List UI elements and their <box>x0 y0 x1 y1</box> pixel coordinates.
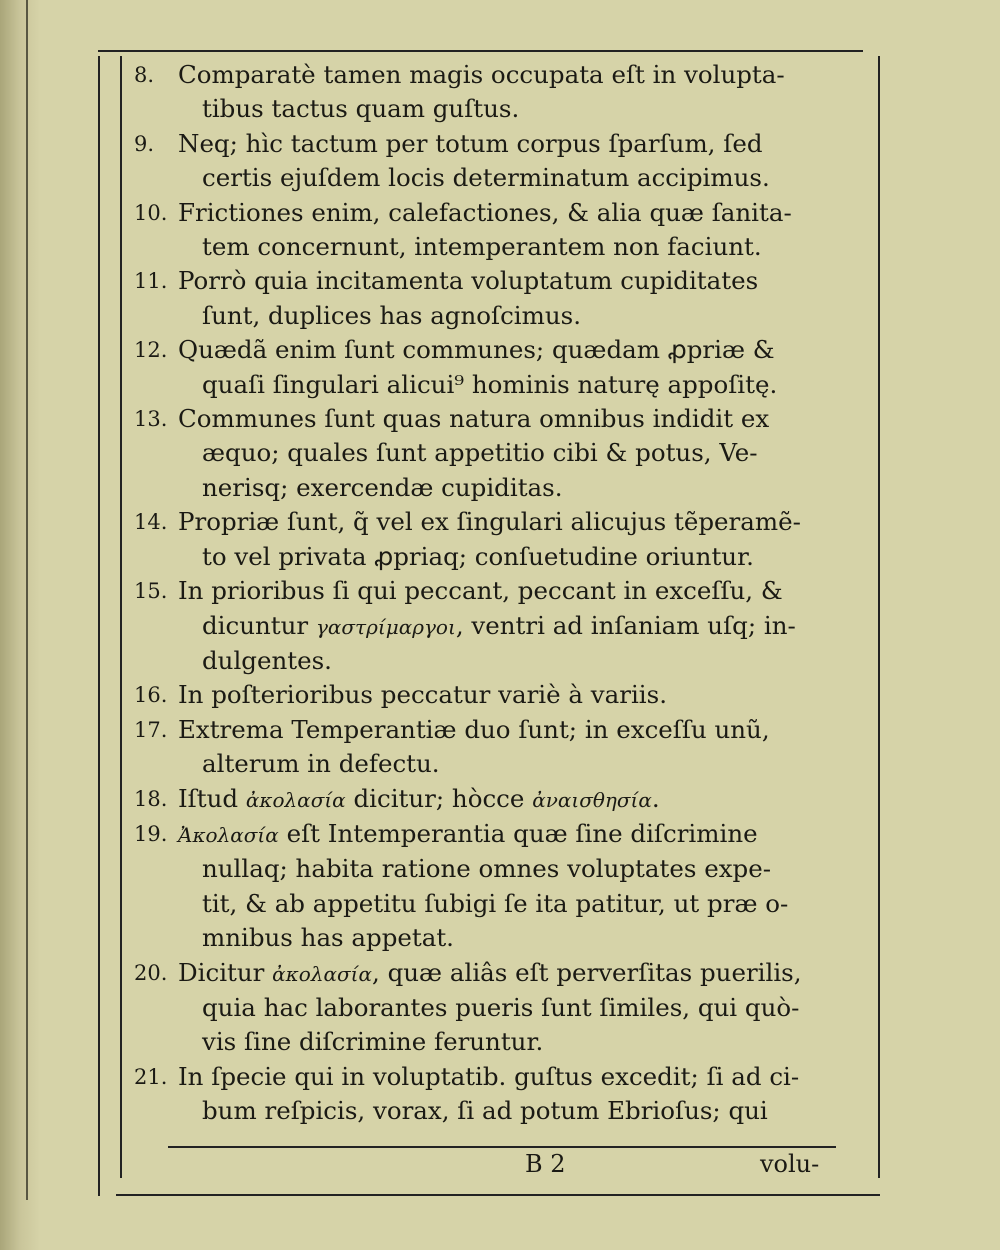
greek-term: ἀκολασία <box>245 787 346 812</box>
frame-top-rule <box>98 50 863 52</box>
catchword: volu- <box>760 1150 820 1178</box>
text-segment: Communes ſunt quas natura omnibus indidit ex <box>178 404 770 434</box>
text-segment: ſunt, duplices has agnoſcimus. <box>202 300 582 330</box>
greek-term: ἀναισθησία <box>532 787 652 812</box>
text-line <box>178 161 830 195</box>
proposition-number: 19. <box>134 821 168 846</box>
greek-term: Ἀκολασία <box>178 822 279 847</box>
gutter-shadow <box>0 0 40 1250</box>
text-line <box>178 713 830 747</box>
text-segment: Quædã enim ſunt communes; quædam ꝓpriæ & <box>178 335 775 365</box>
gutter-fold-line <box>26 0 28 1200</box>
proposition-number: 20. <box>134 960 168 985</box>
proposition-number: 9. <box>134 131 155 156</box>
proposition-14 <box>130 505 830 574</box>
text-line <box>178 609 830 644</box>
text-segment: dicitur; hòcce <box>345 783 533 813</box>
text-segment: Propriæ ſunt, q̃ vel ex ſingulari alicujus tẽperamẽ- <box>178 507 801 537</box>
text-line <box>178 127 830 161</box>
text-line <box>178 540 830 574</box>
text-segment: Frictiones enim, calefactiones, & alia quæ ſanita- <box>178 197 792 227</box>
frame-outer-left-rule <box>98 56 100 1196</box>
text-line <box>178 264 830 298</box>
proposition-number: 8. <box>134 63 155 87</box>
text-segment: tibus tactus quam guſtus. <box>202 94 520 124</box>
text-line <box>178 574 830 608</box>
proposition-20 <box>130 956 830 1060</box>
text-segment: In prioribus ſi qui peccant, peccant in exceſſu, & <box>178 576 783 606</box>
proposition-15 <box>130 574 830 678</box>
text-segment: nerisq; exercendæ cupiditas. <box>202 472 563 502</box>
text-segment: Neq; hìc tactum per totum corpus ſparſum, ſed <box>178 128 763 158</box>
greek-term: ἀκολασία <box>272 961 373 986</box>
greek-term: γαστρίμαργοι <box>315 614 456 639</box>
text-line <box>178 299 830 333</box>
text-segment: , ventri ad inſaniam uſq; in- <box>455 610 796 640</box>
text-line <box>178 1060 830 1094</box>
text-segment: vis ſine diſcrimine feruntur. <box>202 1027 544 1057</box>
proposition-number: 21. <box>134 1064 168 1089</box>
proposition-17 <box>130 713 830 782</box>
footer-separator-rule <box>168 1146 836 1148</box>
proposition-10 <box>130 196 830 265</box>
text-line <box>178 471 830 505</box>
proposition-number: 13. <box>134 407 168 432</box>
text-line <box>178 436 830 470</box>
text-line <box>178 956 830 991</box>
text-segment: Porrò quia incitamenta voluptatum cupiditates <box>178 266 759 296</box>
text-line <box>178 817 830 852</box>
text-line <box>178 230 830 264</box>
text-segment: In poſterioribus peccatur variè à variis. <box>178 680 667 710</box>
proposition-9 <box>130 127 830 196</box>
text-line <box>178 505 830 539</box>
proposition-21 <box>130 1060 830 1129</box>
text-segment: tit, & ab appetitu ſubigi ſe ita patitur, ut præ o- <box>202 888 789 918</box>
proposition-11 <box>130 264 830 333</box>
proposition-number: 12. <box>134 338 168 363</box>
text-line <box>178 887 830 921</box>
text-segment: to vel privata ꝓpriaq; conſuetudine oriuntur. <box>202 541 754 571</box>
proposition-number: 18. <box>134 786 168 811</box>
text-line <box>178 196 830 230</box>
text-segment: æquo; quales ſunt appetitio cibi & potus, Ve- <box>202 438 758 468</box>
proposition-16 <box>130 678 830 712</box>
text-line <box>178 921 830 955</box>
text-segment: quia hac laborantes pueris ſunt ſimiles, qui quò- <box>202 992 800 1022</box>
text-segment: bum reſpicis, vorax, ſi ad potum Ebrioſus; qui <box>202 1096 768 1126</box>
text-line <box>178 333 830 367</box>
text-segment: Comparatè tamen magis occupata eſt in volupta- <box>178 60 785 89</box>
proposition-number: 10. <box>134 200 168 225</box>
text-segment: eſt Intemperantia quæ ſine diſcrimine <box>278 818 758 848</box>
text-line <box>178 402 830 436</box>
signature-mark: B 2 <box>525 1150 566 1178</box>
numbered-propositions <box>130 58 830 1129</box>
text-line <box>178 678 830 712</box>
text-segment: , quæ aliâs eſt perverſitas puerilis, <box>372 957 802 987</box>
proposition-8 <box>130 58 830 127</box>
text-segment: . <box>651 783 660 813</box>
proposition-number: 11. <box>134 269 168 294</box>
text-segment: In ſpecie qui in voluptatib. guſtus excedit; ſi ad ci- <box>178 1061 800 1091</box>
text-line <box>178 852 830 886</box>
text-segment: mnibus has appetat. <box>202 923 454 953</box>
text-line <box>178 58 830 92</box>
text-line <box>178 1094 830 1128</box>
text-segment: alterum in defectu. <box>202 749 440 779</box>
text-segment: dicuntur <box>202 610 316 640</box>
proposition-number: 14. <box>134 510 168 535</box>
text-line <box>178 368 830 402</box>
proposition-18 <box>130 782 830 817</box>
proposition-13 <box>130 402 830 505</box>
frame-bottom-rule <box>116 1194 880 1196</box>
text-line <box>178 1025 830 1059</box>
proposition-19 <box>130 817 830 956</box>
text-segment: dulgentes. <box>202 645 332 675</box>
text-segment: Dicitur <box>178 957 273 987</box>
text-segment: quaſi ſingulari alicui⁹ hominis naturę appoſitę. <box>202 369 778 399</box>
text-segment: certis ejuſdem locis determinatum accipimus. <box>202 163 770 193</box>
text-line <box>178 782 830 817</box>
text-line <box>178 92 830 126</box>
proposition-number: 16. <box>134 683 168 708</box>
text-segment: nullaq; habita ratione omnes voluptates expe- <box>202 854 771 884</box>
proposition-number: 17. <box>134 717 168 742</box>
text-line <box>178 747 830 781</box>
text-segment: tem concernunt, intemperantem non faciunt. <box>202 232 762 262</box>
text-segment: Iſtud <box>178 783 246 813</box>
text-segment: Extrema Temperantiæ duo ſunt; in exceſſu unũ, <box>178 714 770 744</box>
proposition-12 <box>130 333 830 402</box>
proposition-number: 15. <box>134 579 168 604</box>
text-line <box>178 644 830 678</box>
text-line <box>178 991 830 1025</box>
